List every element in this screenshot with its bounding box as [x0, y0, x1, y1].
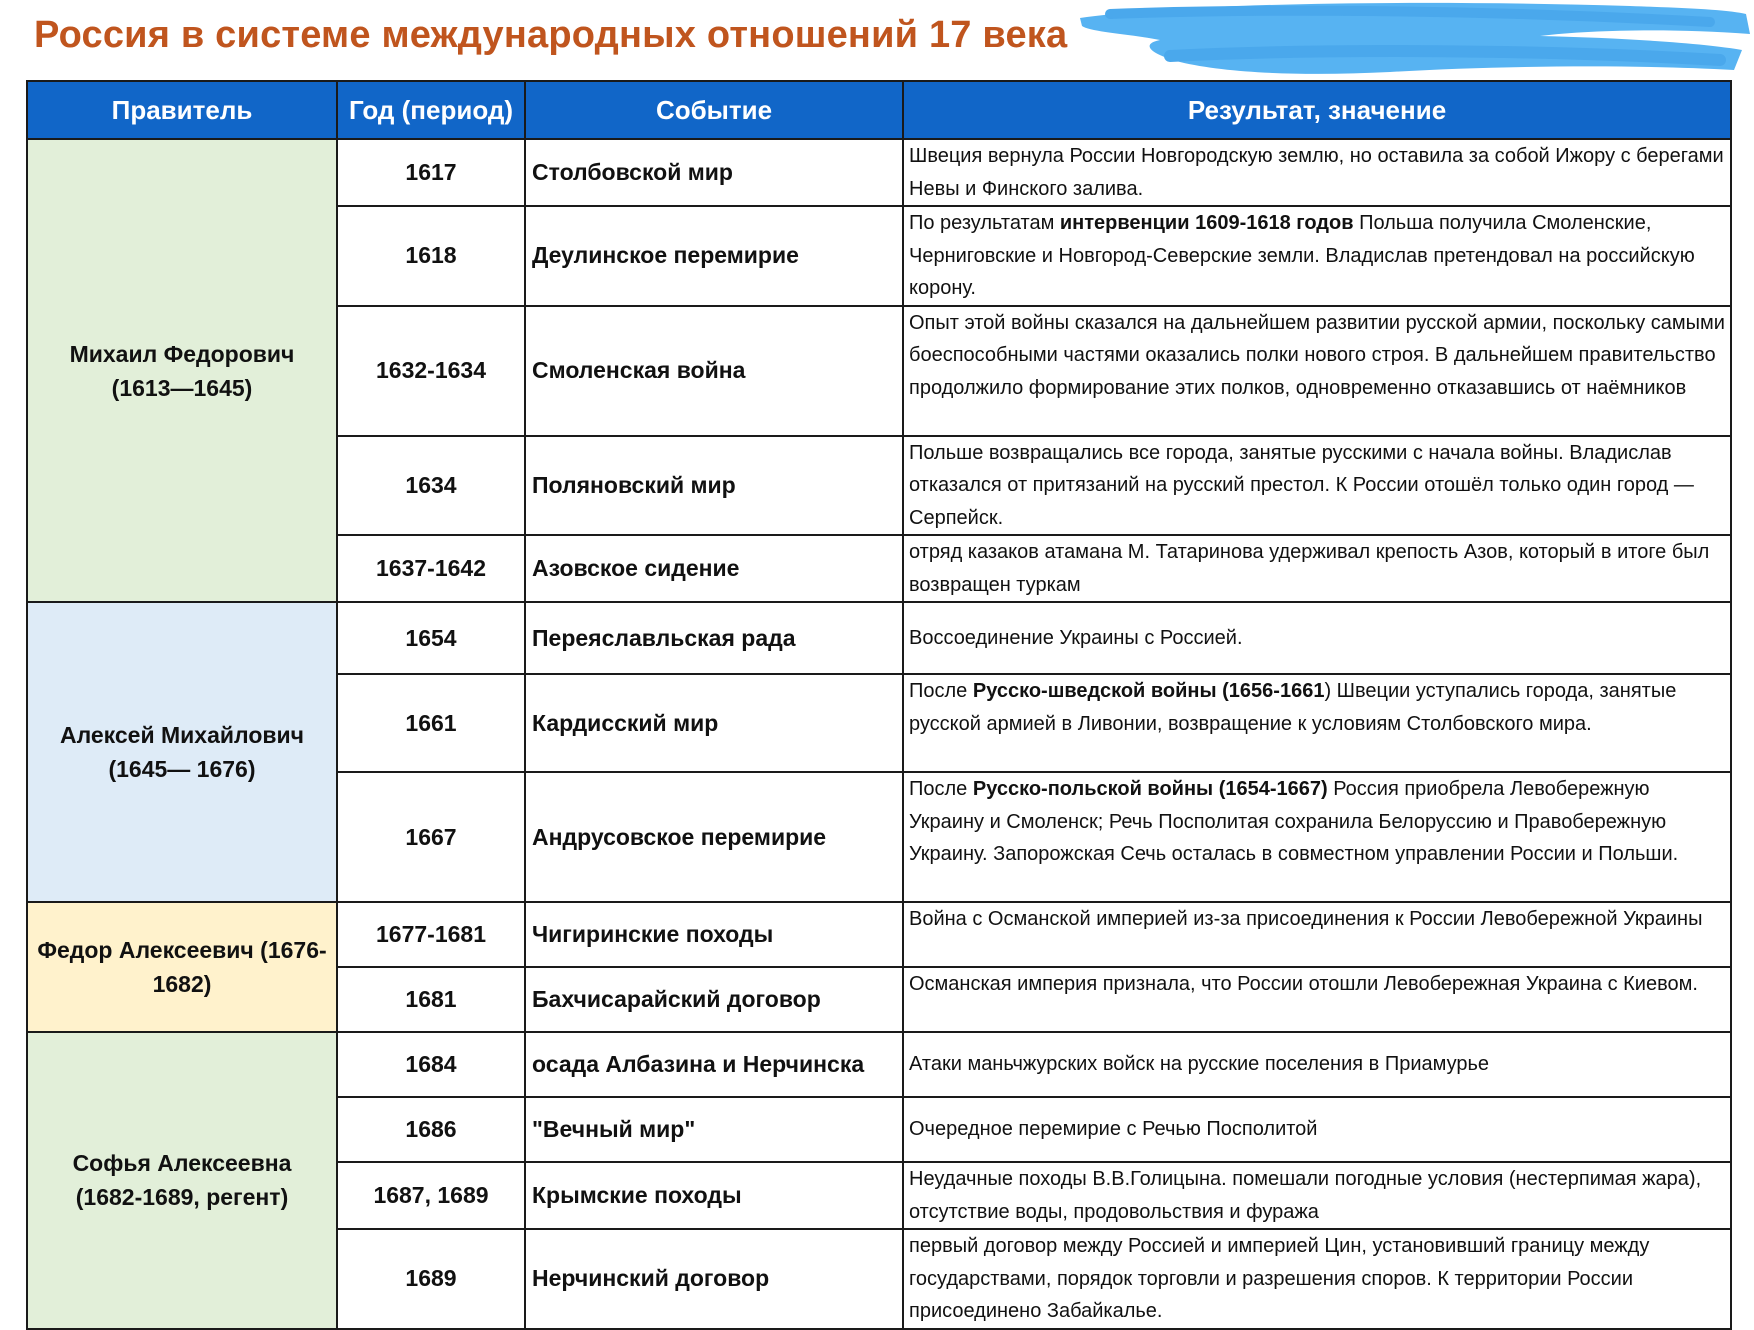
- ruler-period: (1682-1689, регент): [75, 1184, 289, 1211]
- result-cell: Атаки маньчжурских войск на русские поселения в Приамурье: [903, 1032, 1731, 1097]
- result-text: ) Швеции уступались города, занятые русской армией в Ливонии, возвращение к условиям Столбовского мира.: [909, 680, 1677, 735]
- event-cell: Переяславльская рада: [525, 602, 903, 674]
- year-cell: 1654: [337, 602, 525, 674]
- result-cell: Швеция вернула России Новгородскую землю, но оставила за собой Ижору с берегами Невы и Финского залива.: [903, 139, 1731, 206]
- header-ruler: Правитель: [27, 81, 337, 139]
- result-text-bold: Русско-шведской войны (1656-1661: [972, 680, 1325, 702]
- page-title: Россия в системе международных отношений 17 века: [34, 14, 1068, 56]
- event-cell: Азовское сидение: [525, 535, 903, 602]
- year-cell: 1661: [337, 674, 525, 772]
- year-cell: 1637-1642: [337, 535, 525, 602]
- year-cell: 1677-1681: [337, 902, 525, 967]
- result-text: После: [909, 680, 973, 702]
- event-cell: Чигиринские походы: [525, 902, 903, 967]
- result-text: По результатам: [909, 212, 1060, 234]
- header-year: Год (период): [337, 81, 525, 139]
- event-cell: Кардисский мир: [525, 674, 903, 772]
- result-cell: первый договор между Россией и империей Цин, установивший границу между государствами, порядок торговли и разрешения споров. К территории России присоединено Забайкалье.: [903, 1229, 1731, 1329]
- year-cell: 1684: [337, 1032, 525, 1097]
- result-cell: отряд казаков атамана М. Татаринова удерживал крепость Азов, который в итоге был возвращен туркам: [903, 535, 1731, 602]
- result-cell: [903, 674, 1731, 772]
- result-text: Россия приобрела Левобережную Украину и Смоленск; Речь Посполитая сохранила Белоруссию и Правобережную Украину. Запорожская Сечь осталась в совместном управлении России и Польши.: [909, 778, 1679, 865]
- table-row: [27, 602, 1731, 674]
- event-cell: Бахчисарайский договор: [525, 967, 903, 1032]
- ruler-name: Федор Алексеевич (1676-: [37, 937, 327, 963]
- header-row: [27, 81, 1731, 139]
- ruler-period: 1682): [152, 971, 212, 997]
- result-text: Польша получила Смоленские, Черниговские и Новгород-Северские земли. Владислав претендовал на российскую корону.: [909, 212, 1695, 299]
- ruler-name: Софья Алексеевна: [72, 1150, 292, 1177]
- header-result: Результат, значение: [903, 81, 1731, 139]
- event-cell: Столбовской мир: [525, 139, 903, 206]
- ruler-cell-sofya: [27, 1032, 337, 1329]
- result-text-bold: интервенции 1609-1618 годов: [1059, 212, 1354, 234]
- event-cell: осада Албазина и Нерчинска: [525, 1032, 903, 1097]
- result-cell: Воссоединение Украины с Россией.: [903, 602, 1731, 674]
- event-cell: Смоленская война: [525, 306, 903, 436]
- event-cell: Андрусовское перемирие: [525, 772, 903, 902]
- result-cell: Очередное перемирие с Речью Посполитой: [903, 1097, 1731, 1162]
- result-cell: Война с Османской империей из-за присоединения к России Левобережной Украины: [903, 902, 1731, 967]
- result-cell: [903, 772, 1731, 902]
- result-cell: Неудачные походы В.В.Голицына. помешали погодные условия (нестерпимая жара), отсутствие воды, продовольствия и фуража: [903, 1162, 1731, 1229]
- year-cell: 1686: [337, 1097, 525, 1162]
- result-text: После: [909, 778, 973, 800]
- ruler-cell-fedor: [27, 902, 337, 1032]
- table-row: [27, 902, 1731, 967]
- ruler-period: (1613—1645): [111, 374, 253, 401]
- table-row: [27, 1032, 1731, 1097]
- event-cell: Поляновский мир: [525, 436, 903, 536]
- ruler-name: Михаил Федорович: [69, 340, 295, 367]
- year-cell: 1617: [337, 139, 525, 206]
- header-event: Событие: [525, 81, 903, 139]
- ruler-period: (1645— 1676): [108, 756, 256, 782]
- event-cell: Нерчинский договор: [525, 1229, 903, 1329]
- event-cell: "Вечный мир": [525, 1097, 903, 1162]
- event-cell: Деулинское перемирие: [525, 206, 903, 306]
- ruler-cell-mikhail: [27, 139, 337, 602]
- relations-table: [26, 80, 1732, 1330]
- event-cell: Крымские походы: [525, 1162, 903, 1229]
- year-cell: 1618: [337, 206, 525, 306]
- result-cell: Опыт этой войны сказался на дальнейшем развитии русской армии, поскольку самыми боеспособными частями оказались полки нового строя. В дальнейшем правительство продолжило формирование этих полков, одновременно отказавшись от наёмников: [903, 306, 1731, 436]
- ruler-cell-aleksey: [27, 602, 337, 902]
- ruler-name: Алексей Михайлович: [59, 722, 305, 748]
- year-cell: 1689: [337, 1229, 525, 1329]
- year-cell: 1687, 1689: [337, 1162, 525, 1229]
- result-cell: Османская империя признала, что России отошли Левобережная Украина с Киевом.: [903, 967, 1731, 1032]
- result-cell: Польше возвращались все города, занятые русскими с начала войны. Владислав отказался от притязаний на русский престол. К России отошёл только один город — Серпейск.: [903, 436, 1731, 536]
- result-text-bold: Русско-польской войны (1654-1667): [972, 778, 1328, 800]
- year-cell: 1634: [337, 436, 525, 536]
- year-cell: 1632-1634: [337, 306, 525, 436]
- table-row: [27, 139, 1731, 206]
- year-cell: 1667: [337, 772, 525, 902]
- result-cell: [903, 206, 1731, 306]
- year-cell: 1681: [337, 967, 525, 1032]
